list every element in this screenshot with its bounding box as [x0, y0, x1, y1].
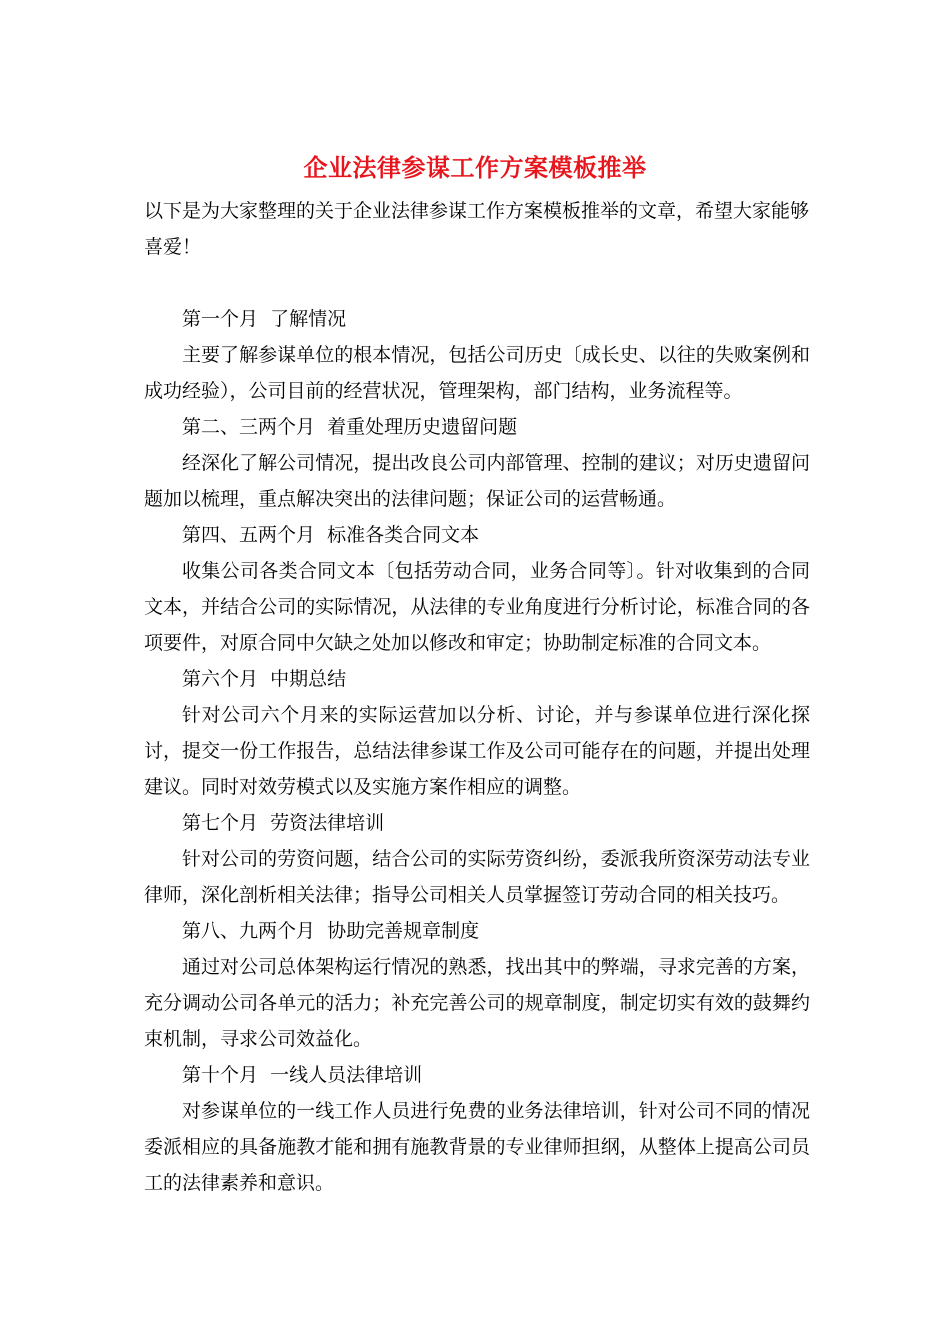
blank-line — [144, 265, 810, 301]
section-paragraph: 针对公司六个月来的实际运营加以分析、讨论，并与参谋单位进行深化探讨，提交一份工作报告，总结法律参谋工作及公司可能存在的问题，并提出处理建议。同时对效劳模式以及实施方案作相应的调整。 — [144, 704, 810, 798]
section-heading: 第二、三两个月 着重处理历史遗留问题 — [182, 416, 518, 438]
section-heading: 第一个月 了解情况 — [182, 308, 347, 330]
section-paragraph: 收集公司各类合同文本〔包括劳动合同，业务合同等〕。针对收集到的合同文本，并结合公司的实际情况，从法律的专业角度进行分析讨论，标准合同的各项要件，对原合同中欠缺之处加以修改和审定；协助制定标准的合同文本。 — [144, 560, 810, 654]
section-paragraph: 针对公司的劳资问题，结合公司的实际劳资纠纷，委派我所资深劳动法专业律师，深化剖析相关法律；指导公司相关人员掌握签订劳动合同的相关技巧。 — [144, 848, 810, 906]
section-heading: 第四、五两个月 标准各类合同文本 — [182, 524, 480, 546]
document-body — [144, 193, 810, 1201]
section-paragraph: 通过对公司总体架构运行情况的熟悉，找出其中的弊端，寻求完善的方案，充分调动公司各单元的活力；补充完善公司的规章制度，制定切实有效的鼓舞约束机制，寻求公司效益化。 — [144, 956, 810, 1050]
section-paragraph: 主要了解参谋单位的根本情况，包括公司历史〔成长史、以往的失败案例和成功经验），公司目前的经营状况，管理架构，部门结构，业务流程等。 — [144, 344, 810, 402]
section-paragraph: 对参谋单位的一线工作人员进行免费的业务法律培训，针对公司不同的情况委派相应的具备施教才能和拥有施教背景的专业律师担纲，从整体上提高公司员工的法律素养和意识。 — [144, 1100, 810, 1194]
section-heading: 第十个月 一线人员法律培训 — [182, 1064, 423, 1086]
intro-paragraph: 以下是为大家整理的关于企业法律参谋工作方案模板推举的文章，希望大家能够喜爱！ — [144, 200, 810, 258]
document-title: 企业法律参谋工作方案模板推举 — [303, 153, 647, 182]
section-paragraph: 经深化了解公司情况，提出改良公司内部管理、控制的建议；对历史遗留问题加以梳理，重点解决突出的法律问题；保证公司的运营畅通。 — [144, 452, 810, 510]
section-heading: 第七个月 劳资法律培训 — [182, 812, 385, 834]
section-heading: 第八、九两个月 协助完善规章制度 — [182, 920, 480, 942]
section-heading: 第六个月 中期总结 — [182, 668, 347, 690]
